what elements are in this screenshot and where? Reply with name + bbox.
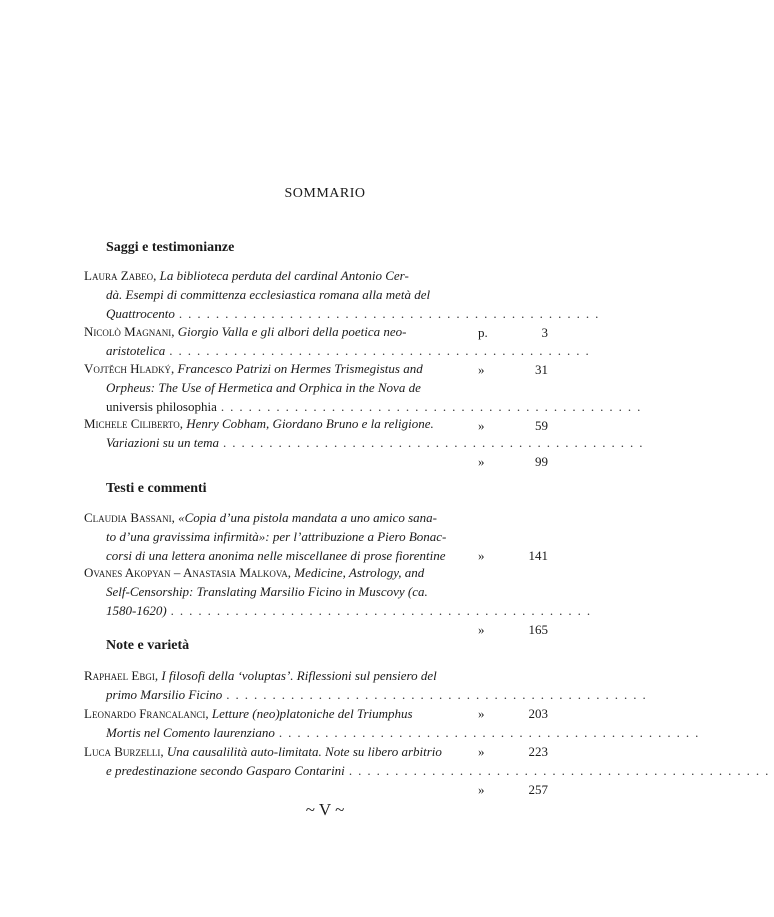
page-number: 257 [528,782,548,797]
entry-title-line: corsi di una lettera anonima nelle miscellanee di prose fiorentine [106,548,446,563]
entry-title-line: Mortis nel Comento laurenziano [106,725,275,740]
entry-author: Raphael Ebgi, [84,668,159,683]
entry-title-line: Orpheus: The Use of Hermetica and Orphica in the Nova de [106,380,421,395]
dot-leader: .............................................. [226,687,652,702]
entry-title-line: Henry Cobham, Giordano Bruno e la religione. [186,416,434,431]
page-marker: » [478,418,485,433]
entry-title-line: dà. Esempi di committenza ecclesiastica romana alla metà del [106,287,431,302]
entry-title-line: universis philosophia [106,399,217,414]
page-marker: » [478,782,485,797]
entry-title-line: Self-Censorship: Translating Marsilio Ficino in Muscovy (ca. [106,584,428,599]
entry-title-line: «Copia d’una pistola mandata a uno amico sana- [178,510,438,525]
entry-title-line: I filosofi della ‘voluptas’. Riflessioni sul pensiero del [161,668,437,683]
page-footer: ~ V ~ [305,800,345,819]
entry-title-line: Una causalilità auto-limitata. Note su libero arbitrio [166,744,442,759]
page-marker: p. [478,325,488,340]
entry-title-line: La biblioteca perduta del cardinal Antonio Cer- [159,268,409,283]
entry-title-line: aristotelica [106,343,166,358]
entry-title-line: to d’una gravissima infirmità»: per l’attribuzione a Piero Bonac- [106,529,447,544]
page-title: SOMMARIO [284,186,366,201]
dot-leader: .............................................. [348,763,774,778]
entry-author: Leonardo Francalanci, [84,706,209,721]
entry-title-line: e predestinazione secondo Gasparo Contarini [106,763,345,778]
entry-title-line: primo Marsilio Ficino [106,687,223,702]
page-number: 99 [535,454,548,469]
page-marker: » [478,454,485,469]
toc-entry[interactable] [84,563,597,637]
section-heading-saggi: Saggi e testimonianze [106,240,235,255]
dot-leader: .............................................. [220,399,647,414]
entry-title-line: Medicine, Astrology, and [294,565,425,580]
section-heading-note: Note e varietà [106,638,190,653]
page-number: 165 [528,622,548,637]
page-number: 203 [528,706,548,721]
dot-leader: .............................................. [169,343,595,358]
entry-author: Luca Burzelli, [84,744,164,759]
page-number: 59 [535,418,548,433]
entry-author: Claudia Bassani, [84,510,175,525]
page-marker: » [478,744,485,759]
page-marker: » [478,622,485,637]
section-heading-testi: Testi e commenti [106,481,207,496]
dot-leader: .............................................. [178,306,605,321]
dot-leader: .............................................. [223,435,649,450]
dot-leader: .............................................. [170,603,597,618]
entry-title-line: Quattrocento [106,306,175,321]
page-marker: » [478,706,485,721]
dot-leader: .............................................. [278,725,705,740]
entry-author: Michele Ciliberto, [84,416,184,431]
page-marker: » [478,548,485,563]
toc-entry[interactable] [84,414,649,469]
entry-author: Nicolò Magnani, [84,324,175,339]
entry-title-line: Francesco Patrizi on Hermes Trismegistus and [177,361,423,376]
page-number: 31 [535,362,548,377]
entry-author: Laura Zabeo, [84,268,157,283]
entry-title-line: Giorgio Valla e gli albori della poetica neo- [177,324,407,339]
toc-entry[interactable] [84,508,548,565]
entry-author: Ovanes Akopyan – Anastasia Malkova, [84,565,292,580]
page-number: 223 [528,744,548,759]
entry-author: Vojtěch Hladký, [84,361,175,376]
entry-title-line: Letture (neo)platoniche del Triumphus [211,706,413,721]
page-number: 141 [528,548,548,563]
entry-title-line: 1580-1620) [106,603,167,618]
page-marker: » [478,362,485,377]
page-number: 3 [541,325,548,340]
entry-title-line: Variazioni su un tema [106,435,220,450]
toc-entry[interactable] [84,742,774,797]
